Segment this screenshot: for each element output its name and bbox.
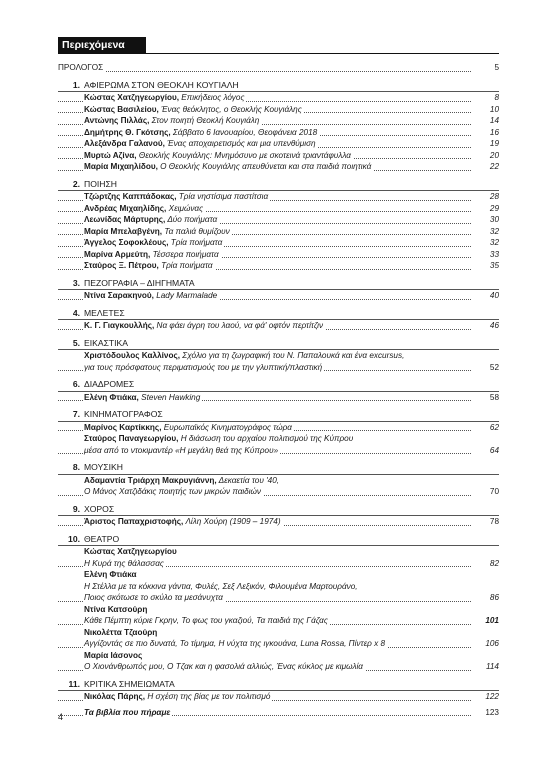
toc-entry[interactable] <box>58 104 499 116</box>
toc-section <box>58 409 499 456</box>
section-title: ΜΟΥΣΙΚΗ <box>84 462 123 472</box>
entry-author: Τζώρτζης Καππάδοκας, <box>84 192 177 201</box>
entry-text <box>84 662 365 671</box>
toc-entry[interactable] <box>58 290 499 302</box>
page-number: 4 <box>58 712 64 722</box>
entry-text <box>84 128 319 137</box>
entry-author: Ντίνα Σαρακηνού, <box>84 291 154 300</box>
section-heading[interactable] <box>58 308 499 321</box>
toc-entry[interactable] <box>58 558 499 570</box>
entry-author: Κ. Γ. Γιαγκουλλής, <box>84 321 155 330</box>
entry-text <box>84 261 215 270</box>
section-title: ΔΙΑΔΡΟΜΕΣ <box>84 379 135 389</box>
toc-entry[interactable] <box>58 150 499 162</box>
section-number <box>58 504 84 516</box>
entry-page: 28 <box>487 191 499 203</box>
entry-page: 46 <box>487 320 499 332</box>
table-of-contents <box>58 62 499 718</box>
entry-author: Μαρία Μπελαβγένη, <box>84 226 163 236</box>
entry-work: Ένας αποχαιρετισμός και μια υπενθύμιση <box>164 139 316 148</box>
entry-text <box>84 639 387 648</box>
entry-author: Νικολέττα Τζαούρη <box>84 627 158 637</box>
books-label: Τα βιβλία που πήραμε <box>84 707 171 717</box>
toc-entry[interactable] <box>58 362 499 374</box>
toc-section <box>58 534 499 673</box>
toc-entry[interactable] <box>58 516 499 528</box>
entry-text <box>84 238 224 247</box>
entry-text <box>84 151 353 160</box>
entry-work: Ποιος σκότωσε το σκύλο τα μεσάνυχτα <box>84 593 223 602</box>
entry-page: 40 <box>487 290 499 302</box>
entry-text <box>84 628 159 637</box>
toc-entry[interactable] <box>58 569 499 581</box>
entry-text <box>84 227 232 236</box>
toc-entry[interactable] <box>58 486 499 498</box>
entry-page: 10 <box>487 104 499 116</box>
entry-text <box>84 559 166 568</box>
entry-work: Lady Marmalade <box>153 291 218 300</box>
entry-text <box>84 93 246 102</box>
toc-entry[interactable] <box>58 475 499 487</box>
entry-work: Η σχέση της βίας με τον πολιτισμό <box>145 692 271 701</box>
toc-entry[interactable] <box>58 127 499 139</box>
entry-author: Δημήτρης Θ. Γκότσης, <box>84 127 171 137</box>
section-number <box>58 409 84 421</box>
entry-text <box>84 605 149 614</box>
entry-author: Αλεξάνδρα Γαλανού, <box>84 139 165 148</box>
entry-page: 52 <box>487 362 499 374</box>
entry-work: Σάββατο 6 Ιανουαρίου, Θεοφάνεια 2018 <box>170 127 318 137</box>
entry-page: 29 <box>487 203 499 215</box>
toc-entry[interactable] <box>58 638 499 650</box>
section-number-text: 5. <box>72 337 80 348</box>
toc-entry[interactable] <box>58 350 499 362</box>
toc-section <box>58 679 499 703</box>
entry-page: 64 <box>487 445 499 457</box>
entry-page: 32 <box>487 226 499 238</box>
toc-entry-books[interactable] <box>58 707 499 719</box>
toc-entry[interactable] <box>58 650 499 662</box>
entry-author: Άριστος Παπαχριστοφής, <box>84 517 184 526</box>
entry-work: Τρία νηστίσιμα παστίτσια <box>176 192 269 201</box>
section-number-text: 8. <box>72 462 80 472</box>
section-number <box>58 462 84 474</box>
toc-entry[interactable] <box>58 691 499 703</box>
contents-header: Περιεχόμενα <box>58 37 146 54</box>
entry-work: Να φάει άγρη του λαού, να φά' οφτόν περτίτζιν <box>154 321 324 330</box>
section-heading[interactable] <box>58 80 499 93</box>
toc-entry[interactable] <box>58 445 499 457</box>
toc-entry[interactable] <box>58 161 499 173</box>
entry-author: Μαρία Μιχαηλίδου, <box>84 162 158 171</box>
entry-text <box>84 139 318 148</box>
entry-text <box>84 423 294 432</box>
toc-entry[interactable] <box>58 138 499 150</box>
entry-text <box>84 570 139 579</box>
entry-work: Δύο ποιήματα <box>165 215 218 224</box>
section-number <box>58 80 84 92</box>
toc-entry[interactable] <box>58 226 499 238</box>
section-heading[interactable] <box>58 534 499 547</box>
toc-entry[interactable] <box>58 581 499 593</box>
toc-entry[interactable] <box>58 433 499 445</box>
toc-entry[interactable] <box>58 260 499 272</box>
entry-author: Νικόλας Πάρης, <box>84 692 146 701</box>
entry-text <box>84 547 179 556</box>
toc-entry-prologue[interactable] <box>58 62 499 74</box>
entry-author: Μαρία Ιάσονος <box>84 650 143 660</box>
toc-section <box>58 179 499 272</box>
section-title: ΕΙΚΑΣΤΙΚΑ <box>84 337 128 348</box>
toc-entry[interactable] <box>58 203 499 215</box>
section-heading[interactable] <box>58 338 499 351</box>
entry-author: Αντώνης Πιλλάς, <box>84 116 150 125</box>
section-heading[interactable] <box>58 278 499 291</box>
entry-text <box>84 321 325 330</box>
section-title: ΠΕΖΟΓΡΑΦΙΑ – ΔΙΗΓΗΜΑΤΑ <box>84 277 195 288</box>
section-title: ΧΟΡΟΣ <box>84 503 115 514</box>
toc-section <box>58 278 499 302</box>
section-number <box>58 679 84 691</box>
entry-text <box>84 215 219 224</box>
entry-page: 86 <box>487 592 499 604</box>
section-number-text: 10. <box>68 533 80 544</box>
section-heading[interactable] <box>58 179 499 192</box>
entry-author: Κώστας Χατζηγεωργίου <box>84 547 177 556</box>
entry-text <box>84 616 330 625</box>
section-title: ΜΕΛΕΤΕΣ <box>84 307 125 318</box>
section-number <box>58 278 84 290</box>
entry-work: για τους πρόσφατους περιματισμούς του με την γλυπτική/πλαστική <box>84 362 323 372</box>
toc-entry[interactable] <box>58 592 499 604</box>
entry-page: 78 <box>487 516 499 528</box>
entry-work: Τα παλιά θυμίζουν <box>162 226 230 236</box>
section-number <box>58 179 84 191</box>
section-number-text: 7. <box>72 409 80 419</box>
toc-entry[interactable] <box>58 237 499 249</box>
entry-text <box>84 446 280 455</box>
entry-author: Λεωνίδας Μάρτυρης, <box>84 215 166 224</box>
entry-author: Μαρίνα Αρμεύτη, <box>84 249 151 259</box>
toc-entry[interactable] <box>58 661 499 673</box>
entry-page: 19 <box>487 138 499 150</box>
entry-text <box>84 593 225 602</box>
toc-section <box>58 308 499 332</box>
entry-work: Ο Μάνος Χατζιδάκις ποιητής των μικρών παιδιών <box>84 487 262 496</box>
section-heading[interactable] <box>58 504 499 517</box>
toc-entry[interactable] <box>58 392 499 404</box>
toc-entry[interactable] <box>58 604 499 616</box>
section-title: ΘΕΑΤΡΟ <box>84 533 120 544</box>
entry-author: Αδαμαντία Τριάρχη Μακρυγιάννη, <box>84 475 217 485</box>
section-number <box>58 379 84 391</box>
toc-entry[interactable] <box>58 615 499 627</box>
entry-page: 33 <box>487 249 499 261</box>
entry-page: 16 <box>487 127 499 139</box>
section-heading[interactable] <box>58 679 499 692</box>
entry-work: Θεοκλής Κουγιάλης: Μνημόσυνο με σκοτεινά τριαντάφυλλα <box>136 150 351 160</box>
entry-work: Σχόλιο για τη ζωγραφική του Ν. Παπαλουκά και ένα excursus, <box>180 351 405 360</box>
entry-page: 35 <box>487 260 499 272</box>
entry-work: Η Κυρά της θάλασσας <box>84 558 164 568</box>
entry-work: Steven Hawking <box>138 392 201 402</box>
entry-author: Σταύρος Ξ. Πέτρου, <box>84 261 159 270</box>
entry-page: 22 <box>487 161 499 173</box>
section-number-text: 11. <box>68 678 80 689</box>
entry-author: Μυρτώ Αζίνα, <box>84 150 137 160</box>
entry-work: Επικήδειος λόγος <box>179 93 245 102</box>
entry-text <box>84 105 304 114</box>
entry-work: Αγγίζοντάς σε πιο δυνατά, Το τίμημα, Η νύχτα της ιγκουάνα, Luna Rossa, Πίντερ x 8 <box>84 639 386 648</box>
section-number <box>58 338 84 350</box>
entry-page: 8 <box>491 92 499 104</box>
prologue-label: ΠΡΟΛΟΓΟΣ <box>58 63 104 72</box>
section-heading[interactable] <box>58 462 499 475</box>
section-number-text: 3. <box>72 277 80 288</box>
entry-page: 82 <box>487 558 499 570</box>
entry-text <box>84 476 281 485</box>
entry-work: Ο Χιονάνθρωπός μου, Ο Τζακ και η φασολιά αλλιώς, Ένας κύκλος με κιμωλία <box>84 662 363 671</box>
section-title: ΠΟΙΗΣΗ <box>84 178 118 189</box>
section-number-text: 9. <box>72 503 80 514</box>
entry-page: 106 <box>482 638 499 650</box>
entry-work: Τρία ποιήματα <box>158 261 213 270</box>
entry-text <box>84 393 202 402</box>
toc-entry[interactable] <box>58 320 499 332</box>
entry-author: Κώστας Χατζηγεωργίου, <box>84 93 180 102</box>
entry-author: Σταύρος Παναγεωργίου, <box>84 434 179 443</box>
entry-author: Ντίνα Κατσούρη <box>84 604 148 614</box>
toc-entry[interactable] <box>58 422 499 434</box>
section-title: ΚΡΙΤΙΚΑ ΣΗΜΕΙΩΜΑΤΑ <box>84 678 175 689</box>
entry-text <box>84 692 272 701</box>
section-heading[interactable] <box>58 409 499 422</box>
section-title: ΚΙΝΗΜΑΤΟΓΡΑΦΟΣ <box>84 409 163 419</box>
entry-text <box>84 651 144 660</box>
section-number <box>58 308 84 320</box>
entry-page: 101 <box>482 615 499 627</box>
entry-text <box>84 162 373 171</box>
entry-page: 14 <box>487 115 499 127</box>
section-number-text: 6. <box>72 379 80 389</box>
toc-entry[interactable] <box>58 191 499 203</box>
entry-work: Η διάσωση του αρχαίου πολιτισμού της Κύπρου <box>178 434 354 443</box>
entry-work: Δεκαετία του '40, <box>216 475 280 485</box>
prologue-page: 5 <box>491 62 499 74</box>
toc-entry[interactable] <box>58 214 499 226</box>
toc-entry[interactable] <box>58 115 499 127</box>
entry-text <box>84 517 283 526</box>
entry-work: Ένας θεόκλητος, ο Θεοκλής Κουγιάλης <box>158 104 302 114</box>
entry-author: Ελένη Φτιάκα, <box>84 392 139 402</box>
section-title: ΑΦΙΕΡΩΜΑ ΣΤΟΝ ΘΕΟΚΛΗ ΚΟΥΓΙΑΛΗ <box>84 79 239 90</box>
entry-work: Τρία ποιήματα <box>168 238 223 247</box>
section-number <box>58 534 84 546</box>
section-heading[interactable] <box>58 379 499 392</box>
toc-section <box>58 504 499 528</box>
section-number-text: 1. <box>72 79 80 90</box>
entry-work: Κάθε Πέμπτη κύριε Γκρην, Το φως του γκαζιού, Τα παιδιά της Γάζας <box>84 616 328 625</box>
entry-page: 122 <box>482 691 499 703</box>
entry-text <box>84 116 261 125</box>
entry-text <box>84 291 219 300</box>
entry-author: Μαρίνος Καρτίκκης, <box>84 422 162 432</box>
entry-page: 32 <box>487 237 499 249</box>
entry-text <box>84 204 205 213</box>
books-page: 123 <box>482 707 499 719</box>
entry-text <box>84 351 406 360</box>
entry-page: 62 <box>487 422 499 434</box>
entry-work: Ο Θεοκλής Κουγιάλης απευθύνεται και στα παιδιά ποιητικά <box>157 162 372 171</box>
toc-section <box>58 462 499 498</box>
entry-author: Κώστας Βασιλείου, <box>84 104 159 114</box>
entry-work: Λίλη Χούρη (1909 – 1974) <box>183 517 281 526</box>
entry-work: Στον ποιητή Θεοκλή Κουγιάλη <box>149 116 260 125</box>
toc-section <box>58 379 499 403</box>
toc-entry[interactable] <box>58 249 499 261</box>
entry-work: Τέσσερα ποιήματα <box>150 249 219 259</box>
toc-section <box>58 80 499 173</box>
section-number-text: 2. <box>72 178 80 189</box>
entry-author: Ανδρέας Μιχαηλίδης, <box>84 203 167 213</box>
entry-page: 20 <box>487 150 499 162</box>
entry-work: Ευρωπαϊκός Κινηματογράφος τώρα <box>161 422 292 432</box>
entry-page: 30 <box>487 214 499 226</box>
entry-page: 114 <box>483 661 499 673</box>
entry-text <box>84 487 263 496</box>
entry-author: Άγγελος Σοφοκλέους, <box>84 238 169 247</box>
entry-text <box>84 582 360 591</box>
entry-text <box>84 250 221 259</box>
entry-author: Χριστόδουλος Καλλίνος, <box>84 351 181 360</box>
entry-page: 58 <box>487 392 499 404</box>
toc-entry[interactable] <box>58 92 499 104</box>
toc-section <box>58 338 499 374</box>
entry-work: Χειμώνας <box>166 203 204 213</box>
header-rule <box>58 53 499 54</box>
toc-entry[interactable] <box>58 546 499 558</box>
section-number-text: 4. <box>72 307 80 318</box>
entry-text <box>84 363 324 372</box>
entry-work: Η Στέλλα με τα κόκκινα γάντια, Φυλές, Σεξ Λεξικόν, Φιλουμένα Μαρτουράνο, <box>84 581 358 591</box>
entry-author: Ελένη Φτιάκα <box>84 570 137 579</box>
entry-text <box>84 434 355 443</box>
entry-work: μέσα από το ντοκιμαντέρ «Η μεγάλη θεά της Κύπρου» <box>84 445 279 455</box>
toc-entry[interactable] <box>58 627 499 639</box>
entry-page: 70 <box>487 486 499 498</box>
entry-text <box>84 192 270 201</box>
